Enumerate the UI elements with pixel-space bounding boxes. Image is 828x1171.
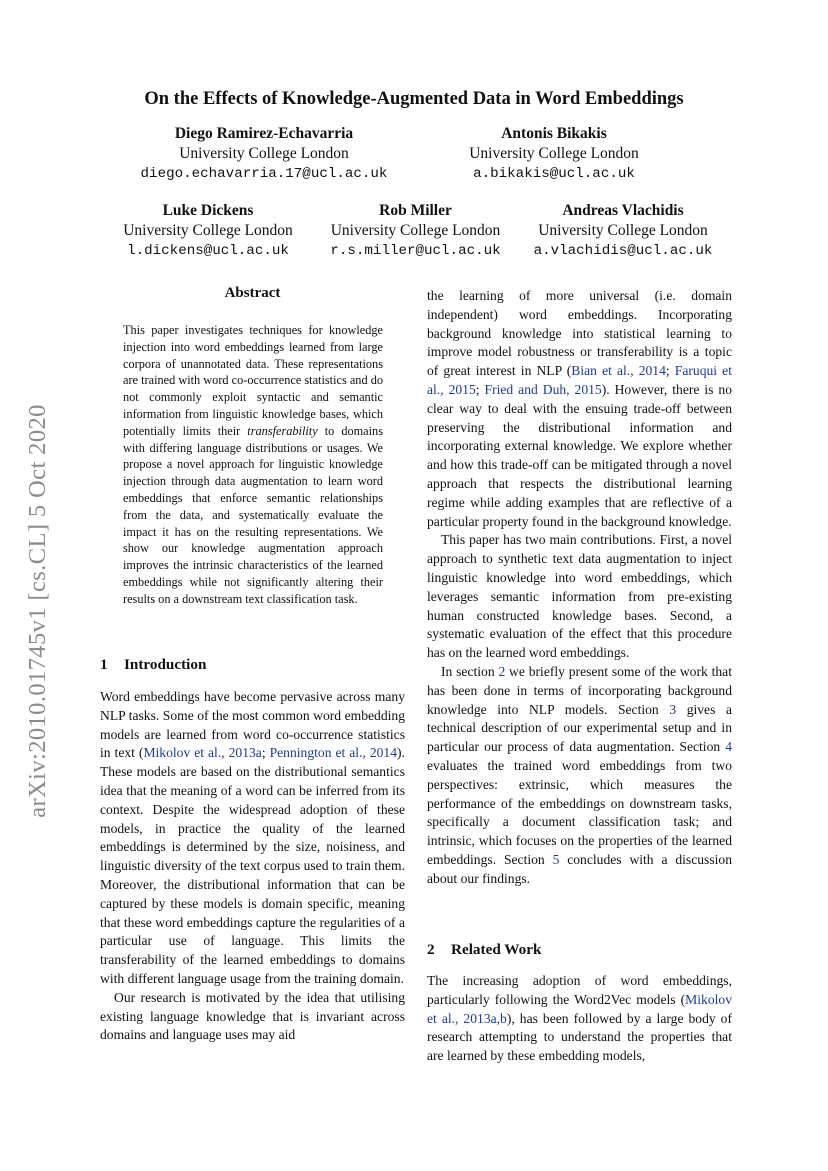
- abstract-body: [123, 322, 383, 608]
- author-affiliation: University College London: [123, 222, 293, 239]
- intro-paragraph: This paper has two main contributions. First, a novel approach to synthetic text data augmentation to inject linguistic knowledge into word embeddings, which leverages semantic information from pre-existing human constructed knowledge bases. Second, a systematic evaluation of the effect that this procedure has on the learned word embeddings.: [427, 532, 732, 661]
- author-name: Andreas Vlachidis: [562, 202, 684, 219]
- abstract-text: [123, 322, 383, 608]
- section-ref-link[interactable]: 5: [552, 851, 560, 867]
- section-ref-link[interactable]: 2: [498, 663, 506, 679]
- abstract-heading: Abstract: [224, 285, 281, 301]
- abstract-text-part: to domains with differing language distributions or usages. We propose a novel approach for linguistic knowledge injection through data augmentation to learn word embeddings that enforce semantic relationships from the data, and systematically evaluate the impact it has on the resulting representations. We show our knowledge augmentation approach improves the intrinsic characteristics of the learned embeddings while not significantly altering their results on a downstream text classification task.: [123, 423, 383, 606]
- text-run: the learning of more universal (i.e. domain independent) word embeddings. Incorporating background knowledge into statistical learning to improve model robustness or transferability is a topic of great interest in NLP (: [427, 288, 732, 379]
- citation-link[interactable]: Faruqui et al., 2015: [427, 363, 732, 397]
- left-column-body: [100, 688, 405, 1045]
- paper-title: On the Effects of Knowledge-Augmented Data in Word Embeddings: [144, 89, 684, 109]
- intro-paragraph: [427, 287, 732, 531]
- author-name: Luke Dickens: [162, 202, 254, 219]
- author-email[interactable]: l.dickens@ucl.ac.uk: [127, 243, 289, 259]
- author-block: [440, 124, 668, 184]
- author-name: Antonis Bikakis: [501, 125, 607, 142]
- author-name: Rob Miller: [379, 202, 452, 219]
- author-affiliation: University College London: [330, 222, 501, 239]
- section-ref-link[interactable]: 3: [669, 701, 677, 717]
- abstract-text-part: This paper investigates techniques for knowledge injection into word embeddings learned from large corpora of unannotated data. These representations are trained with word co-occurrence statistics and do not commonly exploit syntactic and semantic information from linguistic knowledge bases, which potentially limits their: [123, 323, 383, 438]
- intro-paragraph: [427, 663, 732, 889]
- text-run: ), has been followed by a large body of research attempting to understand the properties that are learned by these embedding models,: [427, 1010, 732, 1064]
- author-block: [120, 124, 408, 184]
- citation-link[interactable]: Bian et al., 2014: [571, 363, 666, 379]
- section-ref-link[interactable]: 4: [725, 739, 732, 755]
- text-run: concludes with a discussion about our findings.: [427, 851, 732, 886]
- section-number: 1: [100, 656, 108, 673]
- author-email[interactable]: a.vlachidis@ucl.ac.uk: [533, 243, 713, 259]
- section-title: Related Work: [451, 941, 542, 958]
- text-run: ;: [475, 381, 485, 397]
- text-run: ;: [665, 363, 675, 379]
- text-run: gives a technical description of our experimental setup and in particular our process of data augmentation. Section: [427, 701, 732, 755]
- author-email[interactable]: diego.echavarria.17@ucl.ac.uk: [140, 166, 388, 182]
- arxiv-stamp-text: arXiv:2010.01745v1 [cs.CL] 5 Oct 2020: [24, 404, 51, 818]
- author-block: [516, 201, 730, 261]
- author-block: [108, 201, 308, 261]
- right-column-body: [427, 287, 732, 889]
- text-run: evaluates the trained word embeddings from two perspectives: extrinsic, which measures the performance of the embeddings on downstream tasks, specifically a document classification task; and intrinsic, which focuses on the properties of the learned embeddings. Section: [427, 757, 732, 867]
- citation-link[interactable]: Mikolov et al., 2013a: [143, 745, 262, 761]
- arxiv-stamp: [18, 376, 58, 846]
- section-number: 2: [427, 941, 435, 958]
- author-name: Diego Ramirez-Echavarria: [174, 125, 354, 142]
- section-heading-related-work: [427, 941, 541, 959]
- text-run: In section: [441, 663, 499, 679]
- author-affiliation: University College London: [538, 222, 708, 239]
- author-block: [313, 201, 518, 261]
- text-run: The increasing adoption of word embeddings, particularly following the Word2Vec models (: [427, 973, 732, 1007]
- section-heading-introduction: [100, 656, 206, 674]
- intro-paragraph: [100, 688, 405, 989]
- related-work-body: [427, 972, 732, 1066]
- text-run: ). However, there is no clear way to deal with the ensuing trade-off between preserving the distributional information and incorporating external knowledge. We explore whether and how this trade-off can be mitigated through a novel approach that respects the distributional learning regime while adding examples that are reflective of a particular property found in the background knowledge.: [427, 381, 732, 529]
- abstract-emphasis: transferability: [247, 423, 318, 438]
- text-run: we briefly present some of the work that has been done in terms of incorporating background knowledge into NLP models. Section: [427, 663, 732, 717]
- citation-link[interactable]: Fried and Duh, 2015: [484, 381, 602, 397]
- text-run: ;: [261, 745, 270, 761]
- author-affiliation: University College London: [179, 145, 349, 162]
- intro-paragraph: Our research is motivated by the idea that utilising existing language knowledge that is invariant across domains and language uses may aid: [100, 989, 405, 1043]
- author-email[interactable]: a.bikakis@ucl.ac.uk: [473, 166, 635, 182]
- author-affiliation: University College London: [469, 145, 639, 162]
- text-run: ). These models are based on the distributional semantics idea that the meaning of a word can be inferred from its context. Despite the widespread adoption of these models, in practice the quality of the learned embeddings is determined by the size, noisiness, and linguistic diversity of the text corpus used to train them. Moreover, the distributional information that can be captured by these models is domain specific, meaning that these word embeddings capture the regularities of a particular use of language. This limits the transferability of the learned embeddings to domains with different language usage from the training domain.: [100, 745, 405, 986]
- citation-link[interactable]: Mikolov et al., 2013a,b: [427, 991, 732, 1026]
- text-run: Word embeddings have become pervasive across many NLP tasks. Some of the most common word embedding models are learned from word co-occurrence statistics in text (: [100, 689, 405, 761]
- citation-link[interactable]: Pennington et al., 2014: [269, 745, 398, 761]
- related-paragraph: [427, 972, 732, 1066]
- author-email[interactable]: r.s.miller@ucl.ac.uk: [330, 243, 501, 259]
- section-title: Introduction: [124, 656, 207, 673]
